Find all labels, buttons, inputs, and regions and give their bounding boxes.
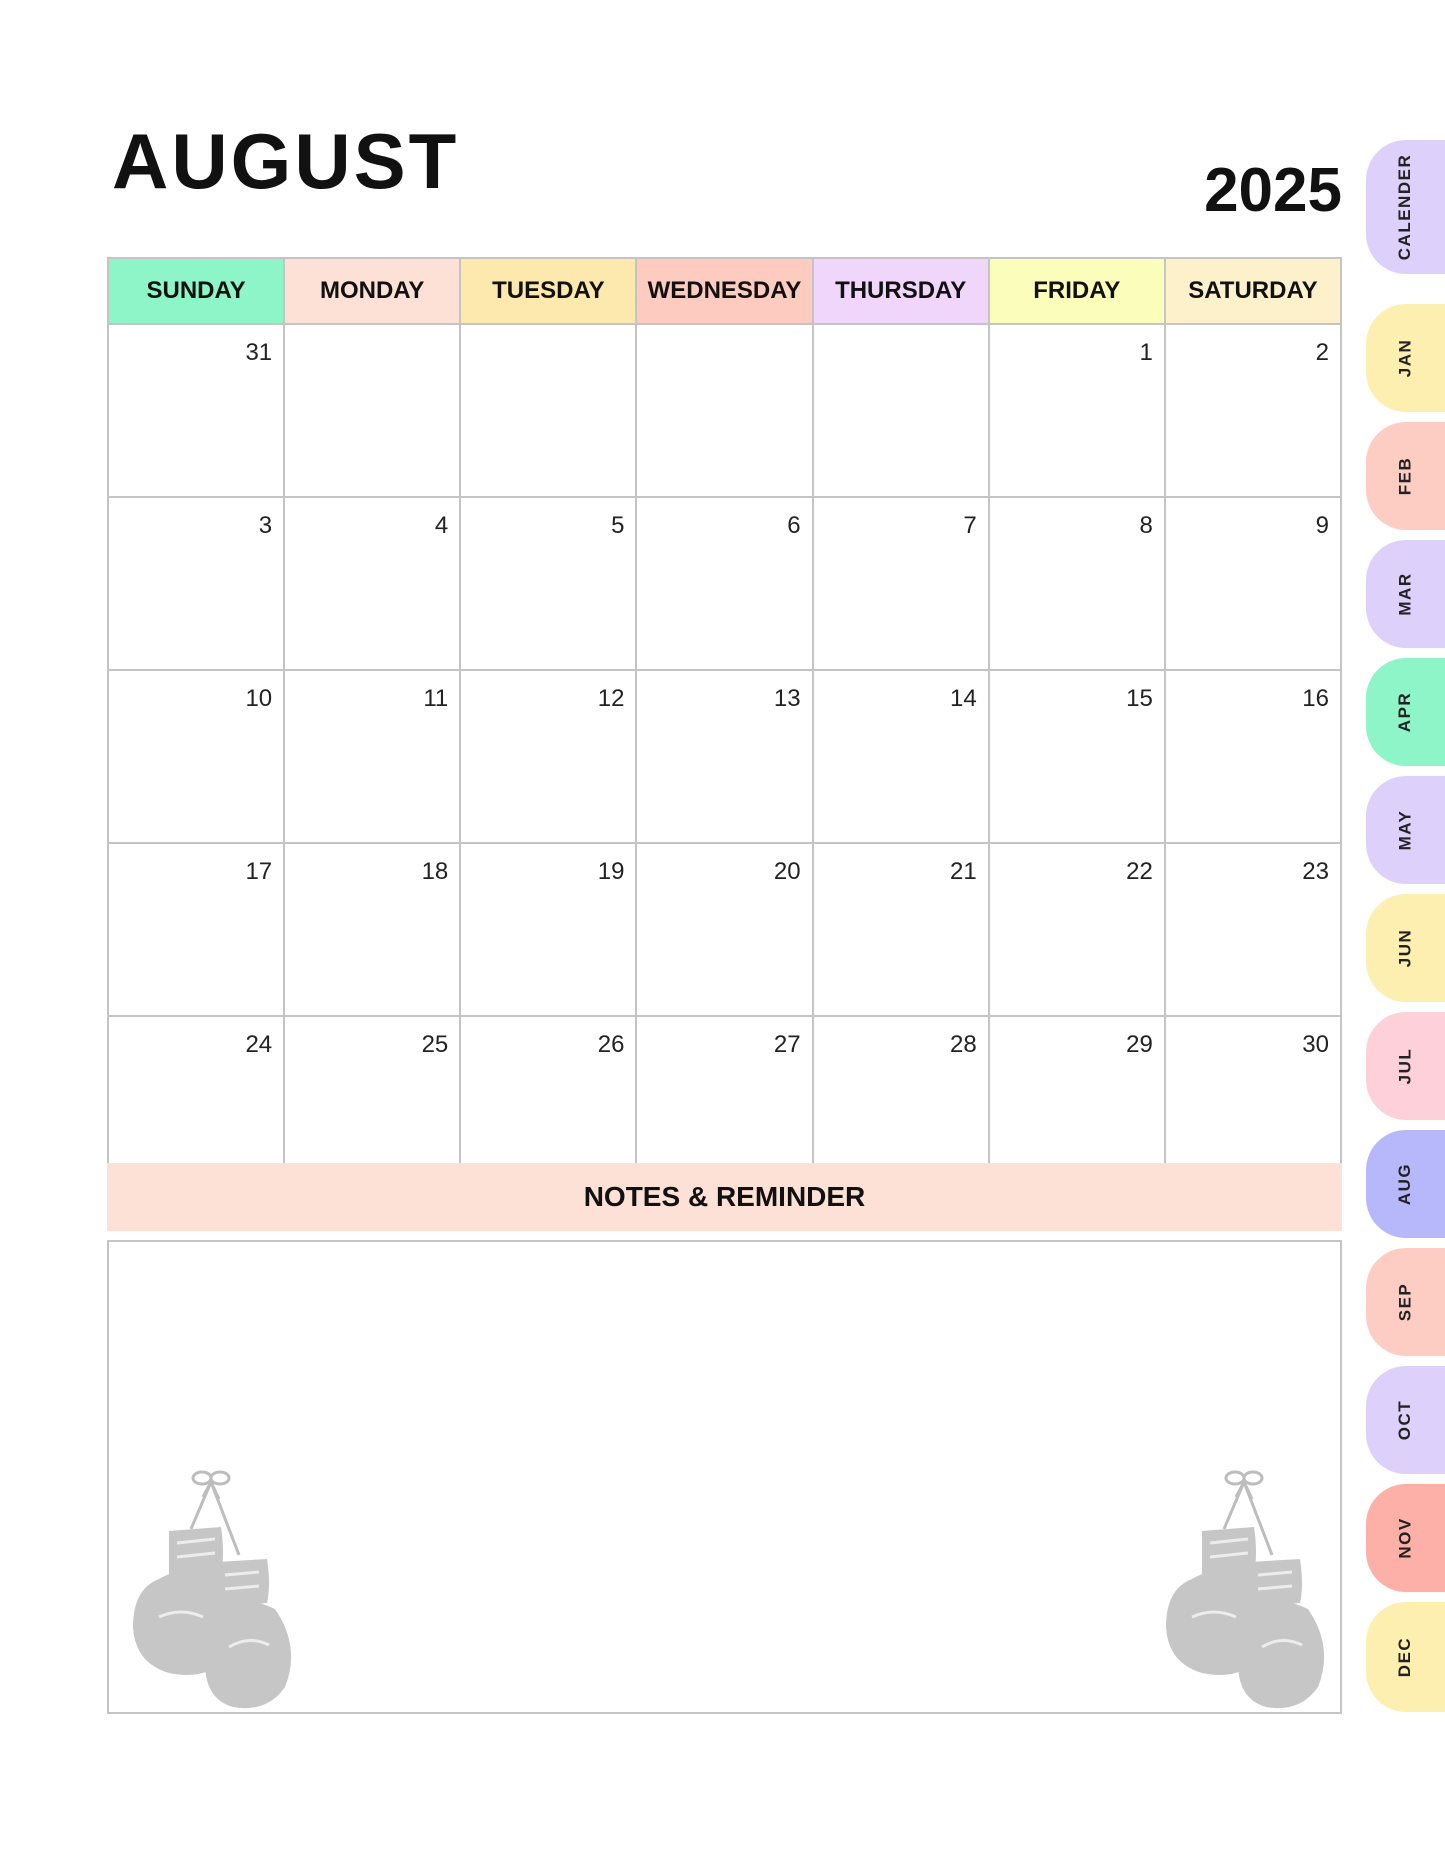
notes-area[interactable]	[107, 1240, 1342, 1714]
day-cell[interactable]: 1	[989, 324, 1165, 497]
day-cell[interactable]: 26	[460, 1016, 636, 1189]
boxing-gloves-icon	[129, 1467, 299, 1712]
tab-label: JUL	[1395, 1047, 1415, 1085]
tab-jan[interactable]	[1366, 304, 1445, 412]
day-cell[interactable]: 9	[1165, 497, 1341, 670]
boxing-gloves-icon	[1162, 1467, 1332, 1712]
day-cell[interactable]: 3	[108, 497, 284, 670]
tab-label: APR	[1395, 691, 1415, 733]
tab-may[interactable]	[1366, 776, 1445, 884]
day-cell[interactable]	[460, 324, 636, 497]
day-cell[interactable]: 23	[1165, 843, 1341, 1016]
tab-apr[interactable]	[1366, 658, 1445, 766]
day-cell[interactable]: 14	[813, 670, 989, 843]
weekday-tuesday: TUESDAY	[460, 258, 636, 324]
day-cell[interactable]: 11	[284, 670, 460, 843]
day-cell[interactable]	[284, 324, 460, 497]
day-cell[interactable]: 21	[813, 843, 989, 1016]
week-row	[108, 497, 1341, 670]
day-cell[interactable]: 5	[460, 497, 636, 670]
tab-label: JUN	[1395, 928, 1415, 968]
day-cell[interactable]: 8	[989, 497, 1165, 670]
day-cell[interactable]: 15	[989, 670, 1165, 843]
day-cell[interactable]: 18	[284, 843, 460, 1016]
tab-mar[interactable]	[1366, 540, 1445, 648]
day-cell[interactable]: 12	[460, 670, 636, 843]
day-cell[interactable]: 29	[989, 1016, 1165, 1189]
week-row	[108, 843, 1341, 1016]
weekday-friday: FRIDAY	[989, 258, 1165, 324]
tab-sep[interactable]	[1366, 1248, 1445, 1356]
tab-label: MAR	[1395, 572, 1415, 616]
weekday-wednesday: WEDNESDAY	[636, 258, 812, 324]
day-cell[interactable]: 28	[813, 1016, 989, 1189]
week-row	[108, 670, 1341, 843]
weekday-thursday: THURSDAY	[813, 258, 989, 324]
weekday-sunday: SUNDAY	[108, 258, 284, 324]
day-cell[interactable]: 16	[1165, 670, 1341, 843]
day-cell[interactable]	[636, 324, 812, 497]
day-cell[interactable]: 19	[460, 843, 636, 1016]
tab-feb[interactable]	[1366, 422, 1445, 530]
week-row	[108, 324, 1341, 497]
day-cell[interactable]: 13	[636, 670, 812, 843]
day-cell[interactable]: 31	[108, 324, 284, 497]
day-cell[interactable]: 20	[636, 843, 812, 1016]
tab-oct[interactable]	[1366, 1366, 1445, 1474]
tab-label: OCT	[1395, 1399, 1415, 1441]
month-tabs	[1366, 0, 1445, 1871]
tab-jun[interactable]	[1366, 894, 1445, 1002]
day-cell[interactable]: 6	[636, 497, 812, 670]
weekday-saturday: SATURDAY	[1165, 258, 1341, 324]
day-cell[interactable]: 30	[1165, 1016, 1341, 1189]
tab-label: NOV	[1395, 1517, 1415, 1559]
tab-label: FEB	[1395, 456, 1415, 496]
day-cell[interactable]: 22	[989, 843, 1165, 1016]
tab-label: SEP	[1395, 1282, 1415, 1322]
day-cell[interactable]: 2	[1165, 324, 1341, 497]
weekday-monday: MONDAY	[284, 258, 460, 324]
tab-calender[interactable]	[1366, 140, 1445, 274]
tab-label: AUG	[1395, 1162, 1415, 1206]
tab-aug[interactable]	[1366, 1130, 1445, 1238]
day-cell[interactable]: 17	[108, 843, 284, 1016]
year-label: 2025	[1204, 156, 1342, 225]
tab-jul[interactable]	[1366, 1012, 1445, 1120]
day-cell[interactable]: 7	[813, 497, 989, 670]
day-cell[interactable]	[813, 324, 989, 497]
day-cell[interactable]: 27	[636, 1016, 812, 1189]
tab-dec[interactable]	[1366, 1602, 1445, 1712]
notes-header	[107, 1163, 1342, 1231]
month-title: AUGUST	[112, 117, 460, 205]
tab-nov[interactable]	[1366, 1484, 1445, 1592]
tab-label: MAY	[1395, 809, 1415, 851]
notes-title: NOTES & REMINDER	[583, 1181, 866, 1212]
calendar-grid	[107, 257, 1342, 1190]
weekday-header-row	[108, 258, 1341, 324]
day-cell[interactable]: 10	[108, 670, 284, 843]
tab-label: DEC	[1395, 1636, 1415, 1678]
tab-label: JAN	[1395, 338, 1415, 378]
day-cell[interactable]: 25	[284, 1016, 460, 1189]
tab-label: CALENDER	[1395, 153, 1415, 261]
day-cell[interactable]: 4	[284, 497, 460, 670]
day-cell[interactable]: 24	[108, 1016, 284, 1189]
